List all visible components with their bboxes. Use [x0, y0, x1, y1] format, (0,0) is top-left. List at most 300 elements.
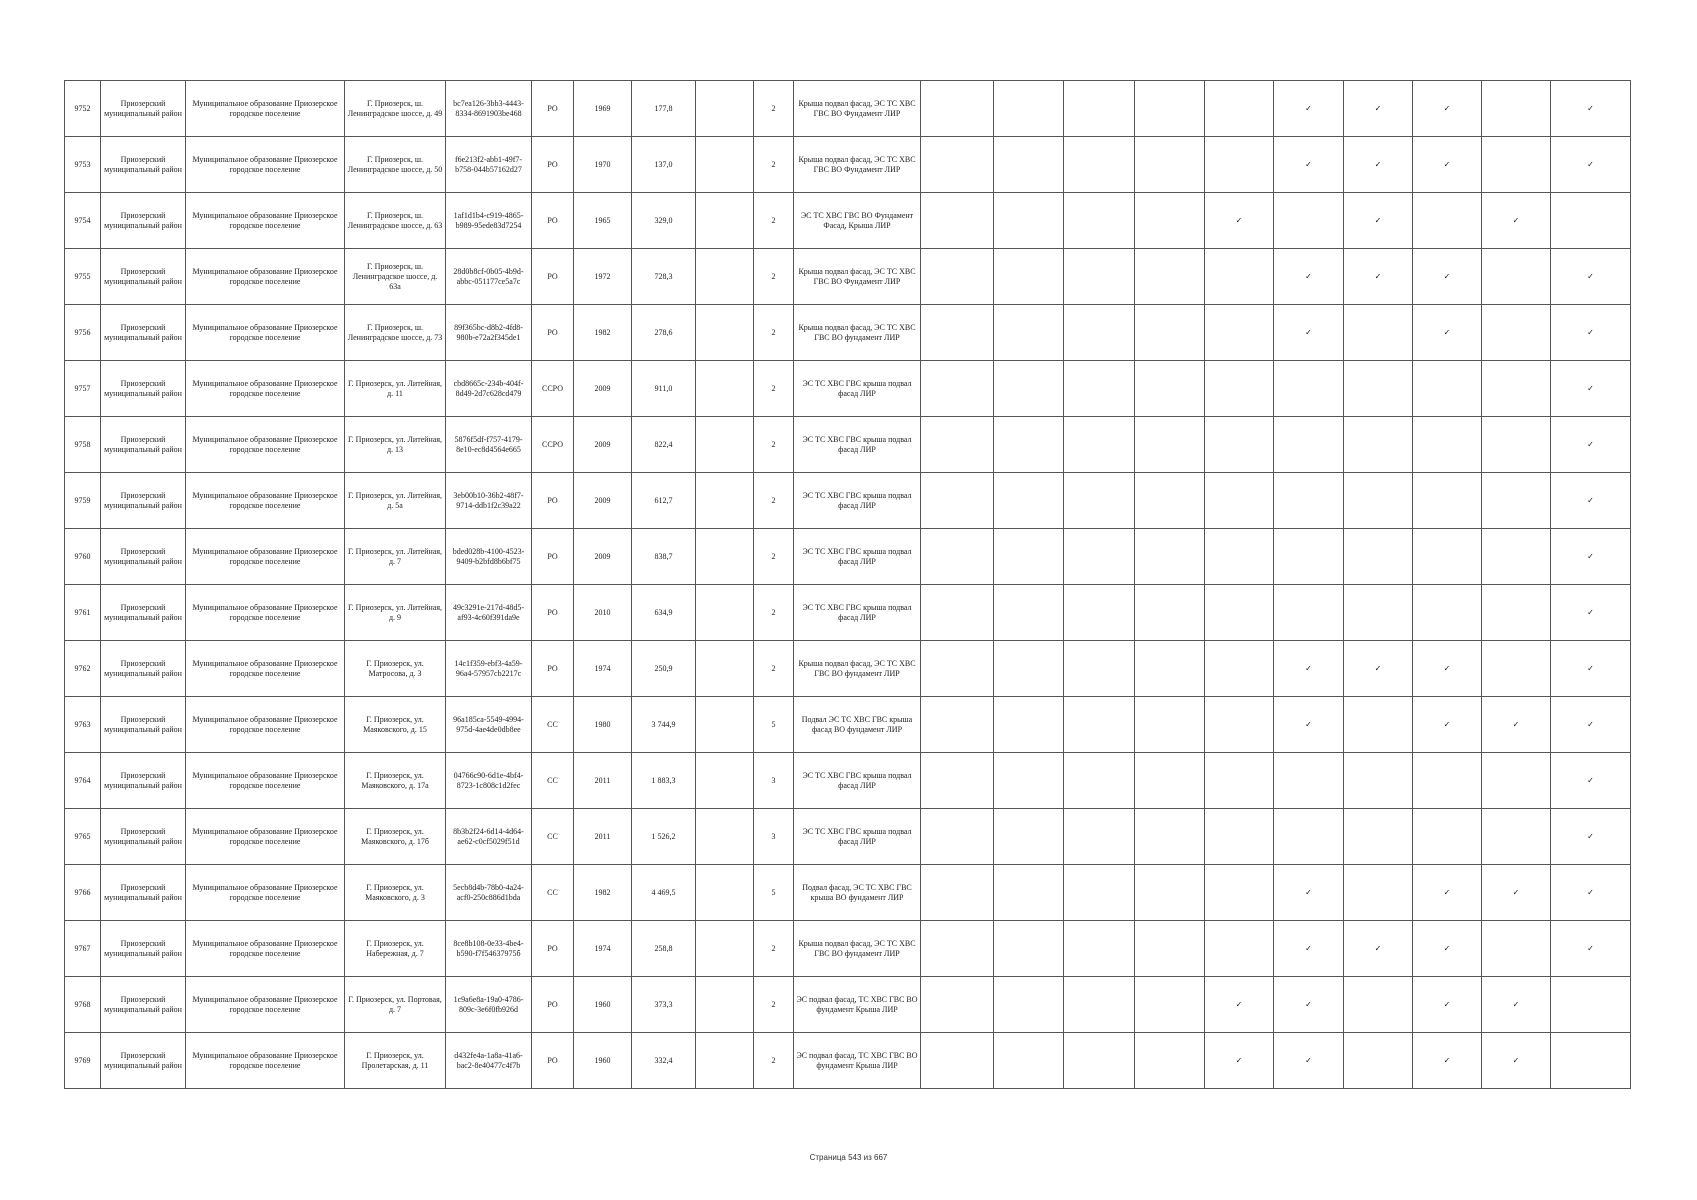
- check-mark-icon: ✓: [1413, 921, 1482, 977]
- district-name: Приозерский муниципальный район: [101, 193, 186, 249]
- address: Г. Приозерск, ш. Ленинградское шоссе, д. 63: [345, 193, 446, 249]
- empty-cell: [696, 865, 754, 921]
- check-cell-empty: [1064, 305, 1135, 361]
- check-mark-icon: ✓: [1551, 753, 1631, 809]
- row-id: 9759: [65, 473, 101, 529]
- check-cell-empty: [1482, 585, 1551, 641]
- check-cell-empty: [1064, 865, 1135, 921]
- check-cell-empty: [994, 529, 1064, 585]
- address: Г. Приозерск, ш. Ленинградское шоссе, д. 49: [345, 81, 446, 137]
- table-row: [65, 809, 1631, 865]
- works-list: Крыша подвал фасад, ЭС ТС ХВС ГВС ВО Фундамент ЛИР: [794, 81, 921, 137]
- check-cell-empty: [1135, 977, 1205, 1033]
- works-list: ЭС ТС ХВС ГВС крыша подвал фасад ЛИР: [794, 753, 921, 809]
- check-mark-icon: ✓: [1205, 977, 1274, 1033]
- check-cell-empty: [1205, 697, 1274, 753]
- area: 137,0: [632, 137, 696, 193]
- check-cell-empty: [1135, 865, 1205, 921]
- table-row: [65, 585, 1631, 641]
- check-mark-icon: ✓: [1482, 977, 1551, 1033]
- building-guid: 8b3b2f24-6d14-4d64-ae62-c0cf5029f51d: [446, 809, 532, 865]
- check-cell-empty: [994, 193, 1064, 249]
- empty-cell: [921, 1033, 994, 1089]
- check-cell-empty: [1344, 473, 1413, 529]
- municipality-name: Муниципальное образование Приозерское городское поселение: [186, 1033, 345, 1089]
- check-mark-icon: ✓: [1482, 697, 1551, 753]
- district-name: Приозерский муниципальный район: [101, 585, 186, 641]
- check-mark-icon: ✓: [1274, 81, 1344, 137]
- empty-cell: [921, 473, 994, 529]
- check-cell-empty: [1344, 417, 1413, 473]
- works-list: ЭС ТС ХВС ГВС крыша подвал фасад ЛИР: [794, 417, 921, 473]
- district-name: Приозерский муниципальный район: [101, 753, 186, 809]
- table-row: [65, 1033, 1631, 1089]
- empty-cell: [921, 249, 994, 305]
- registry-table: [64, 80, 1631, 1089]
- check-cell-empty: [1413, 361, 1482, 417]
- municipality-name: Муниципальное образование Приозерское городское поселение: [186, 137, 345, 193]
- area: 258,8: [632, 921, 696, 977]
- municipality-name: Муниципальное образование Приозерское городское поселение: [186, 921, 345, 977]
- check-cell-empty: [1135, 809, 1205, 865]
- row-id: 9755: [65, 249, 101, 305]
- check-cell-empty: [1274, 473, 1344, 529]
- check-cell-empty: [994, 753, 1064, 809]
- check-cell-empty: [1274, 361, 1344, 417]
- floors: 5: [754, 697, 794, 753]
- check-cell-empty: [994, 305, 1064, 361]
- district-name: Приозерский муниципальный район: [101, 81, 186, 137]
- construction-year: 1960: [574, 977, 632, 1033]
- construction-year: 2009: [574, 473, 632, 529]
- empty-cell: [696, 921, 754, 977]
- table-row: [65, 865, 1631, 921]
- works-list: Подвал ЭС ТС ХВС ГВС крыша фасад ВО фундамент ЛИР: [794, 697, 921, 753]
- empty-cell: [696, 137, 754, 193]
- empty-cell: [696, 193, 754, 249]
- area: 3 744,9: [632, 697, 696, 753]
- district-name: Приозерский муниципальный район: [101, 697, 186, 753]
- building-type: РО: [532, 921, 574, 977]
- building-guid: d432fe4a-1a8a-41a6-bac2-8e40477c4f7b: [446, 1033, 532, 1089]
- check-cell-empty: [1482, 753, 1551, 809]
- empty-cell: [696, 473, 754, 529]
- check-cell-empty: [1064, 473, 1135, 529]
- empty-cell: [921, 809, 994, 865]
- address: Г. Приозерск, ул. Пролетарская, д. 11: [345, 1033, 446, 1089]
- table-row: [65, 697, 1631, 753]
- address: Г. Приозерск, ш. Ленинградское шоссе, д. 63а: [345, 249, 446, 305]
- works-list: ЭС ТС ХВС ГВС ВО Фундамент Фасад, Крыша ЛИР: [794, 193, 921, 249]
- check-cell-empty: [1135, 697, 1205, 753]
- building-type: РО: [532, 641, 574, 697]
- table-row: [65, 193, 1631, 249]
- check-cell-empty: [1482, 137, 1551, 193]
- municipality-name: Муниципальное образование Приозерское городское поселение: [186, 585, 345, 641]
- empty-cell: [921, 641, 994, 697]
- building-type: РО: [532, 585, 574, 641]
- district-name: Приозерский муниципальный район: [101, 921, 186, 977]
- check-mark-icon: ✓: [1551, 473, 1631, 529]
- check-mark-icon: ✓: [1205, 1033, 1274, 1089]
- check-cell-empty: [994, 809, 1064, 865]
- address: Г. Приозерск, ул. Литейная, д. 5а: [345, 473, 446, 529]
- check-cell-empty: [1064, 249, 1135, 305]
- check-mark-icon: ✓: [1551, 585, 1631, 641]
- check-cell-empty: [1064, 585, 1135, 641]
- check-cell-empty: [1205, 305, 1274, 361]
- works-list: ЭС ТС ХВС ГВС крыша подвал фасад ЛИР: [794, 809, 921, 865]
- floors: 2: [754, 473, 794, 529]
- check-cell-empty: [1205, 473, 1274, 529]
- municipality-name: Муниципальное образование Приозерское городское поселение: [186, 753, 345, 809]
- district-name: Приозерский муниципальный район: [101, 137, 186, 193]
- table-row: [65, 361, 1631, 417]
- row-id: 9766: [65, 865, 101, 921]
- check-cell-empty: [1274, 529, 1344, 585]
- building-guid: 1c9a6e8a-19a0-4786-809c-3e6f0fb926d: [446, 977, 532, 1033]
- area: 250,9: [632, 641, 696, 697]
- building-type: СС: [532, 697, 574, 753]
- row-id: 9757: [65, 361, 101, 417]
- building-guid: 28d0b8cf-0b05-4b9d-abbc-051177ce5a7c: [446, 249, 532, 305]
- construction-year: 2009: [574, 361, 632, 417]
- floors: 2: [754, 585, 794, 641]
- check-cell-empty: [1413, 585, 1482, 641]
- works-list: Крыша подвал фасад, ЭС ТС ХВС ГВС ВО Фундамент ЛИР: [794, 137, 921, 193]
- address: Г. Приозерск, ул. Маяковского, д. 15: [345, 697, 446, 753]
- check-cell-empty: [1482, 305, 1551, 361]
- check-cell-empty: [1482, 641, 1551, 697]
- check-cell-empty: [1205, 809, 1274, 865]
- municipality-name: Муниципальное образование Приозерское городское поселение: [186, 697, 345, 753]
- check-cell-empty: [1135, 193, 1205, 249]
- empty-cell: [696, 81, 754, 137]
- works-list: Крыша подвал фасад, ЭС ТС ХВС ГВС ВО фундамент ЛИР: [794, 641, 921, 697]
- check-cell-empty: [1135, 81, 1205, 137]
- empty-cell: [696, 305, 754, 361]
- construction-year: 2009: [574, 529, 632, 585]
- check-cell-empty: [1135, 585, 1205, 641]
- district-name: Приозерский муниципальный район: [101, 305, 186, 361]
- check-cell-empty: [1344, 865, 1413, 921]
- row-id: 9768: [65, 977, 101, 1033]
- check-cell-empty: [1344, 585, 1413, 641]
- check-cell-empty: [1274, 809, 1344, 865]
- check-cell-empty: [1064, 809, 1135, 865]
- check-cell-empty: [1482, 81, 1551, 137]
- check-cell-empty: [1064, 921, 1135, 977]
- check-mark-icon: ✓: [1482, 193, 1551, 249]
- address: Г. Приозерск, ул. Литейная, д. 13: [345, 417, 446, 473]
- building-guid: bc7ea126-3bb3-4443-8334-8691903be468: [446, 81, 532, 137]
- check-mark-icon: ✓: [1551, 137, 1631, 193]
- building-guid: 04766c90-6d1e-4bf4-8723-1c808c1d2fec: [446, 753, 532, 809]
- check-cell-empty: [994, 585, 1064, 641]
- check-mark-icon: ✓: [1551, 81, 1631, 137]
- municipality-name: Муниципальное образование Приозерское городское поселение: [186, 361, 345, 417]
- check-cell-empty: [994, 1033, 1064, 1089]
- floors: 2: [754, 921, 794, 977]
- check-mark-icon: ✓: [1205, 193, 1274, 249]
- area: 1 883,3: [632, 753, 696, 809]
- check-mark-icon: ✓: [1413, 305, 1482, 361]
- check-cell-empty: [994, 473, 1064, 529]
- construction-year: 1982: [574, 865, 632, 921]
- works-list: ЭС ТС ХВС ГВС крыша подвал фасад ЛИР: [794, 585, 921, 641]
- check-cell-empty: [1344, 809, 1413, 865]
- table-row: [65, 977, 1631, 1033]
- construction-year: 1980: [574, 697, 632, 753]
- building-type: РО: [532, 137, 574, 193]
- check-mark-icon: ✓: [1344, 641, 1413, 697]
- check-cell-empty: [1064, 193, 1135, 249]
- check-mark-icon: ✓: [1274, 305, 1344, 361]
- building-guid: 1af1d1b4-c919-4865-b989-95ede83d7254: [446, 193, 532, 249]
- empty-cell: [696, 585, 754, 641]
- district-name: Приозерский муниципальный район: [101, 249, 186, 305]
- area: 329,0: [632, 193, 696, 249]
- address: Г. Приозерск, ул. Маяковского, д. 17а: [345, 753, 446, 809]
- area: 612,7: [632, 473, 696, 529]
- row-id: 9767: [65, 921, 101, 977]
- address: Г. Приозерск, ш. Ленинградское шоссе, д. 50: [345, 137, 446, 193]
- check-mark-icon: ✓: [1274, 249, 1344, 305]
- check-cell-empty: [994, 865, 1064, 921]
- check-cell-empty: [1413, 809, 1482, 865]
- building-guid: 14c1f359-ebf3-4a59-96a4-57957cb2217c: [446, 641, 532, 697]
- area: 634,9: [632, 585, 696, 641]
- area: 822,4: [632, 417, 696, 473]
- table-row: [65, 81, 1631, 137]
- check-cell-empty: [1135, 305, 1205, 361]
- check-mark-icon: ✓: [1413, 81, 1482, 137]
- building-type: РО: [532, 473, 574, 529]
- check-cell-empty: [1274, 585, 1344, 641]
- check-cell-empty: [1135, 417, 1205, 473]
- check-mark-icon: ✓: [1344, 249, 1413, 305]
- check-cell-empty: [1344, 697, 1413, 753]
- floors: 3: [754, 753, 794, 809]
- check-mark-icon: ✓: [1344, 137, 1413, 193]
- table-row: [65, 137, 1631, 193]
- district-name: Приозерский муниципальный район: [101, 809, 186, 865]
- floors: 2: [754, 305, 794, 361]
- check-mark-icon: ✓: [1551, 921, 1631, 977]
- check-cell-empty: [1413, 417, 1482, 473]
- check-cell-empty: [1482, 249, 1551, 305]
- construction-year: 1960: [574, 1033, 632, 1089]
- building-type: РО: [532, 305, 574, 361]
- check-cell-empty: [1274, 753, 1344, 809]
- empty-cell: [921, 81, 994, 137]
- check-cell-empty: [1344, 305, 1413, 361]
- construction-year: 2011: [574, 809, 632, 865]
- table-row: [65, 305, 1631, 361]
- empty-cell: [696, 361, 754, 417]
- area: 1 526,2: [632, 809, 696, 865]
- check-mark-icon: ✓: [1274, 137, 1344, 193]
- municipality-name: Муниципальное образование Приозерское городское поселение: [186, 81, 345, 137]
- check-mark-icon: ✓: [1551, 361, 1631, 417]
- check-cell-empty: [1205, 361, 1274, 417]
- floors: 3: [754, 809, 794, 865]
- municipality-name: Муниципальное образование Приозерское городское поселение: [186, 529, 345, 585]
- building-type: ССРО: [532, 361, 574, 417]
- area: 911,0: [632, 361, 696, 417]
- check-cell-empty: [1413, 193, 1482, 249]
- table-row: [65, 529, 1631, 585]
- district-name: Приозерский муниципальный район: [101, 417, 186, 473]
- check-cell-empty: [1274, 193, 1344, 249]
- empty-cell: [921, 193, 994, 249]
- check-cell-empty: [1205, 641, 1274, 697]
- area: 278,6: [632, 305, 696, 361]
- check-cell-empty: [1551, 977, 1631, 1033]
- empty-cell: [696, 697, 754, 753]
- check-cell-empty: [1344, 753, 1413, 809]
- check-cell-empty: [1205, 137, 1274, 193]
- check-cell-empty: [1135, 921, 1205, 977]
- check-mark-icon: ✓: [1274, 641, 1344, 697]
- building-type: РО: [532, 1033, 574, 1089]
- empty-cell: [696, 417, 754, 473]
- municipality-name: Муниципальное образование Приозерское городское поселение: [186, 417, 345, 473]
- address: Г. Приозерск, ул. Маяковского, д. 3: [345, 865, 446, 921]
- address: Г. Приозерск, ул. Маяковского, д. 17б: [345, 809, 446, 865]
- row-id: 9756: [65, 305, 101, 361]
- municipality-name: Муниципальное образование Приозерское городское поселение: [186, 249, 345, 305]
- area: 373,3: [632, 977, 696, 1033]
- municipality-name: Муниципальное образование Приозерское городское поселение: [186, 641, 345, 697]
- check-mark-icon: ✓: [1551, 697, 1631, 753]
- floors: 2: [754, 641, 794, 697]
- table-row: [65, 921, 1631, 977]
- building-type: СС: [532, 753, 574, 809]
- address: Г. Приозерск, ш. Ленинградское шоссе, д. 73: [345, 305, 446, 361]
- empty-cell: [696, 641, 754, 697]
- area: 177,8: [632, 81, 696, 137]
- check-cell-empty: [1064, 641, 1135, 697]
- check-cell-empty: [1482, 361, 1551, 417]
- building-guid: bded028b-4100-4523-9409-b2bfd8b6bf75: [446, 529, 532, 585]
- building-type: СС: [532, 865, 574, 921]
- check-mark-icon: ✓: [1413, 1033, 1482, 1089]
- check-cell-empty: [1205, 249, 1274, 305]
- check-cell-empty: [994, 697, 1064, 753]
- construction-year: 1970: [574, 137, 632, 193]
- check-cell-empty: [1135, 249, 1205, 305]
- empty-cell: [921, 921, 994, 977]
- page-footer: Страница 543 из 667: [809, 1153, 888, 1162]
- building-guid: 96a185ca-5549-4994-975d-4ae4de0db8ee: [446, 697, 532, 753]
- area: 332,4: [632, 1033, 696, 1089]
- building-guid: f6e213f2-abb1-49f7-b758-044b57162d27: [446, 137, 532, 193]
- check-cell-empty: [1482, 809, 1551, 865]
- building-guid: 5876f5df-f757-4179-8e10-ec8d4564e665: [446, 417, 532, 473]
- check-cell-empty: [994, 361, 1064, 417]
- table-row: [65, 249, 1631, 305]
- area: 838,7: [632, 529, 696, 585]
- floors: 2: [754, 193, 794, 249]
- address: Г. Приозерск, ул. Литейная, д. 9: [345, 585, 446, 641]
- floors: 5: [754, 865, 794, 921]
- municipality-name: Муниципальное образование Приозерское городское поселение: [186, 865, 345, 921]
- check-cell-empty: [1344, 977, 1413, 1033]
- empty-cell: [921, 417, 994, 473]
- empty-cell: [696, 753, 754, 809]
- building-type: ССРО: [532, 417, 574, 473]
- row-id: 9753: [65, 137, 101, 193]
- district-name: Приозерский муниципальный район: [101, 865, 186, 921]
- district-name: Приозерский муниципальный район: [101, 1033, 186, 1089]
- works-list: ЭС ТС ХВС ГВС крыша подвал фасад ЛИР: [794, 361, 921, 417]
- check-cell-empty: [1551, 1033, 1631, 1089]
- empty-cell: [921, 529, 994, 585]
- row-id: 9763: [65, 697, 101, 753]
- check-mark-icon: ✓: [1413, 865, 1482, 921]
- floors: 2: [754, 361, 794, 417]
- district-name: Приозерский муниципальный район: [101, 529, 186, 585]
- check-cell-empty: [994, 81, 1064, 137]
- floors: 2: [754, 529, 794, 585]
- floors: 2: [754, 977, 794, 1033]
- building-guid: 3eb00b10-36b2-48f7-9714-ddb1f2c39a22: [446, 473, 532, 529]
- address: Г. Приозерск, ул. Литейная, д. 11: [345, 361, 446, 417]
- check-cell-empty: [1205, 81, 1274, 137]
- building-type: РО: [532, 977, 574, 1033]
- check-mark-icon: ✓: [1551, 809, 1631, 865]
- check-mark-icon: ✓: [1344, 921, 1413, 977]
- empty-cell: [696, 809, 754, 865]
- municipality-name: Муниципальное образование Приозерское городское поселение: [186, 977, 345, 1033]
- floors: 2: [754, 137, 794, 193]
- empty-cell: [921, 305, 994, 361]
- check-cell-empty: [1135, 641, 1205, 697]
- empty-cell: [921, 361, 994, 417]
- check-cell-empty: [1344, 361, 1413, 417]
- table-row: [65, 473, 1631, 529]
- check-cell-empty: [1064, 361, 1135, 417]
- district-name: Приозерский муниципальный район: [101, 641, 186, 697]
- empty-cell: [696, 1033, 754, 1089]
- check-cell-empty: [1344, 1033, 1413, 1089]
- works-list: ЭС ТС ХВС ГВС крыша подвал фасад ЛИР: [794, 529, 921, 585]
- check-cell-empty: [1274, 417, 1344, 473]
- check-mark-icon: ✓: [1274, 697, 1344, 753]
- check-cell-empty: [1413, 529, 1482, 585]
- row-id: 9760: [65, 529, 101, 585]
- empty-cell: [921, 137, 994, 193]
- check-mark-icon: ✓: [1482, 865, 1551, 921]
- check-cell-empty: [994, 249, 1064, 305]
- check-mark-icon: ✓: [1413, 137, 1482, 193]
- row-id: 9761: [65, 585, 101, 641]
- empty-cell: [696, 249, 754, 305]
- municipality-name: Муниципальное образование Приозерское городское поселение: [186, 809, 345, 865]
- check-cell-empty: [1064, 1033, 1135, 1089]
- address: Г. Приозерск, ул. Литейная, д. 7: [345, 529, 446, 585]
- check-mark-icon: ✓: [1551, 305, 1631, 361]
- building-guid: 49c3291e-217d-48d5-af93-4c60f391da9e: [446, 585, 532, 641]
- construction-year: 1972: [574, 249, 632, 305]
- floors: 2: [754, 81, 794, 137]
- check-cell-empty: [1064, 529, 1135, 585]
- row-id: 9765: [65, 809, 101, 865]
- address: Г. Приозерск, ул. Портовая, д. 7: [345, 977, 446, 1033]
- building-type: РО: [532, 529, 574, 585]
- check-mark-icon: ✓: [1274, 977, 1344, 1033]
